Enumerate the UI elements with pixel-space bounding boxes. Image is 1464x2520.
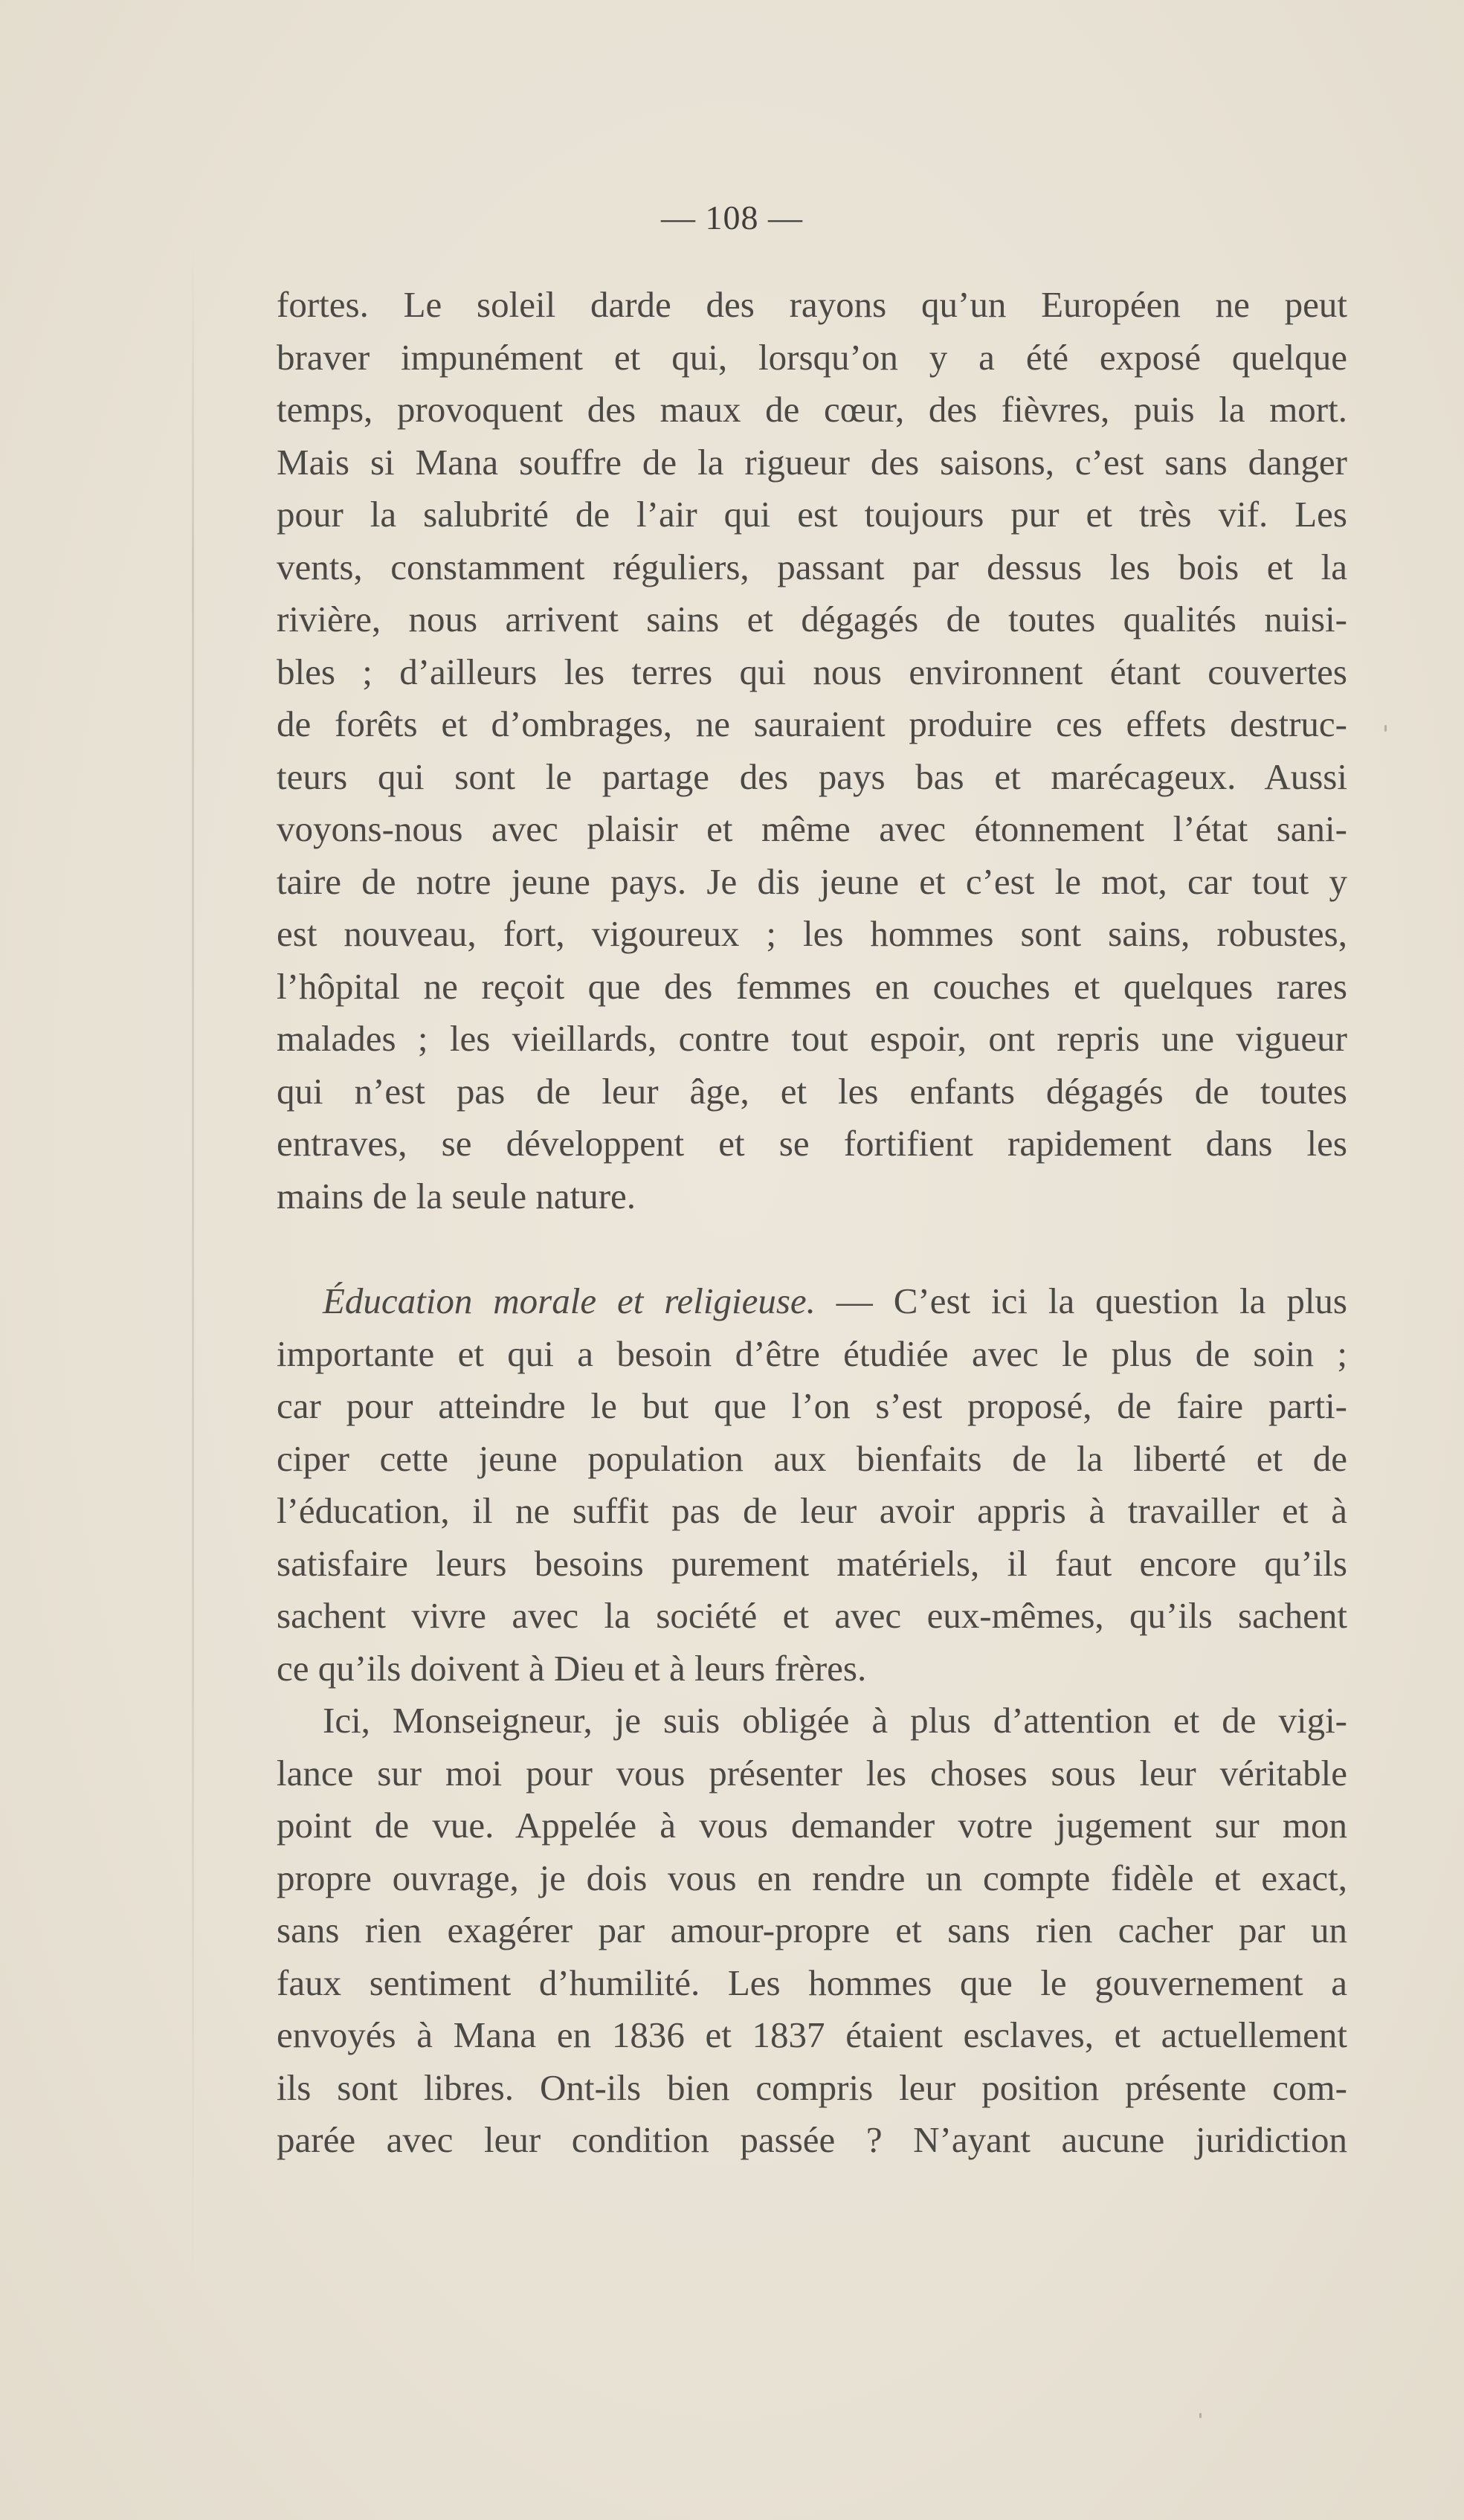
text-line: importante et qui a besoin d’être étudiée avec le plus de soin ; <box>277 1332 1347 1374</box>
text-line: voyons-nous avec plaisir et même avec étonnement l’état sani- <box>277 808 1347 849</box>
text-line: satisfaire leurs besoins purement matériels, il faut encore qu’ils <box>277 1542 1347 1584</box>
paragraph-education <box>277 1275 1347 1695</box>
text-line: de forêts et d’ombrages, ne sauraient produire ces effets destruc- <box>277 703 1347 744</box>
text-line: ce qu’ils doivent à Dieu et à leurs frères. <box>277 1647 867 1689</box>
text-line: propre ouvrage, je dois vous en rendre un compte fidèle et exact, <box>277 1857 1347 1898</box>
text-line: faux sentiment d’humilité. Les hommes que le gouvernement a <box>277 1962 1347 2003</box>
text-line: envoyés à Mana en 1836 et 1837 étaient esclaves, et actuellement <box>277 2014 1347 2055</box>
text-run: — C’est ici la question la plus <box>815 1280 1348 1321</box>
paragraph-gap <box>277 1222 1347 1275</box>
text-line: ciper cette jeune population aux bienfaits de la liberté et de <box>277 1437 1347 1479</box>
section-heading: Éducation morale et religieuse. <box>323 1280 816 1321</box>
text-line: temps, provoquent des maux de cœur, des fièvres, puis la mort. <box>277 389 1347 430</box>
text-line: malades ; les vieillards, contre tout espoir, ont repris une vigueur <box>277 1018 1347 1059</box>
text-line: sans rien exagérer par amour-propre et sans rien cacher par un <box>277 1910 1347 1950</box>
text-line: ils sont libres. Ont-ils bien compris leur position présente com- <box>277 2066 1347 2108</box>
text-line: mains de la seule nature. <box>277 1175 636 1217</box>
text-line: l’éducation, il ne suffit pas de leur avoir appris à travailler et à <box>277 1490 1347 1531</box>
paragraph-climate <box>277 279 1347 1222</box>
text-line: teurs qui sont le partage des pays bas et marécageux. Aussi <box>277 755 1347 797</box>
text-line: taire de notre jeune pays. Je dis jeune et c’est le mot, car tout y <box>277 860 1347 902</box>
paper-speck <box>1384 725 1387 732</box>
paragraph-monseigneur <box>277 1695 1347 2167</box>
text-line: pour la salubrité de l’air qui est toujours pur et très vif. Les <box>277 494 1347 535</box>
text-line: vents, constamment réguliers, passant par dessus les bois et la <box>277 546 1347 587</box>
body-text <box>277 279 1347 2167</box>
text-line: fortes. Le soleil darde des rayons qu’un Européen ne peut <box>277 284 1347 325</box>
text-line: est nouveau, fort, vigoureux ; les hommes sont sains, robustes, <box>277 913 1347 954</box>
text-line: entraves, se développent et se fortifient rapidement dans les <box>277 1123 1347 1164</box>
text-line: Mais si Mana souffre de la rigueur des saisons, c’est sans danger <box>277 441 1347 483</box>
text-line: rivière, nous arrivent sains et dégagés de toutes qualités nuisi- <box>277 599 1347 639</box>
text-line: braver impunément et qui, lorsqu’on y a été exposé quelque <box>277 336 1347 378</box>
page-number: — 108 — <box>661 199 803 236</box>
text-line: lance sur moi pour vous présenter les choses sous leur véritable <box>277 1752 1347 1794</box>
text-line: qui n’est pas de leur âge, et les enfants dégagés de toutes <box>277 1070 1347 1112</box>
paper-speck <box>1199 2413 1202 2418</box>
text-line: car pour atteindre le but que l’on s’est proposé, de faire parti- <box>277 1385 1347 1426</box>
text-line: parée avec leur condition passée ? N’ayant aucune juridiction <box>277 2119 1347 2160</box>
text-line <box>277 1275 1347 1328</box>
text-line: bles ; d’ailleurs les terres qui nous environnent étant couvertes <box>277 651 1347 692</box>
text-line: l’hôpital ne reçoit que des femmes en couches et quelques rares <box>277 965 1347 1007</box>
text-line: sachent vivre avec la société et avec eux-mêmes, qu’ils sachent <box>277 1595 1347 1636</box>
text-line: Ici, Monseigneur, je suis obligée à plus d’attention et de vigi- <box>323 1700 1347 1741</box>
page-fold-shadow <box>192 245 194 2290</box>
text-line: point de vue. Appelée à vous demander votre jugement sur mon <box>277 1805 1347 1846</box>
